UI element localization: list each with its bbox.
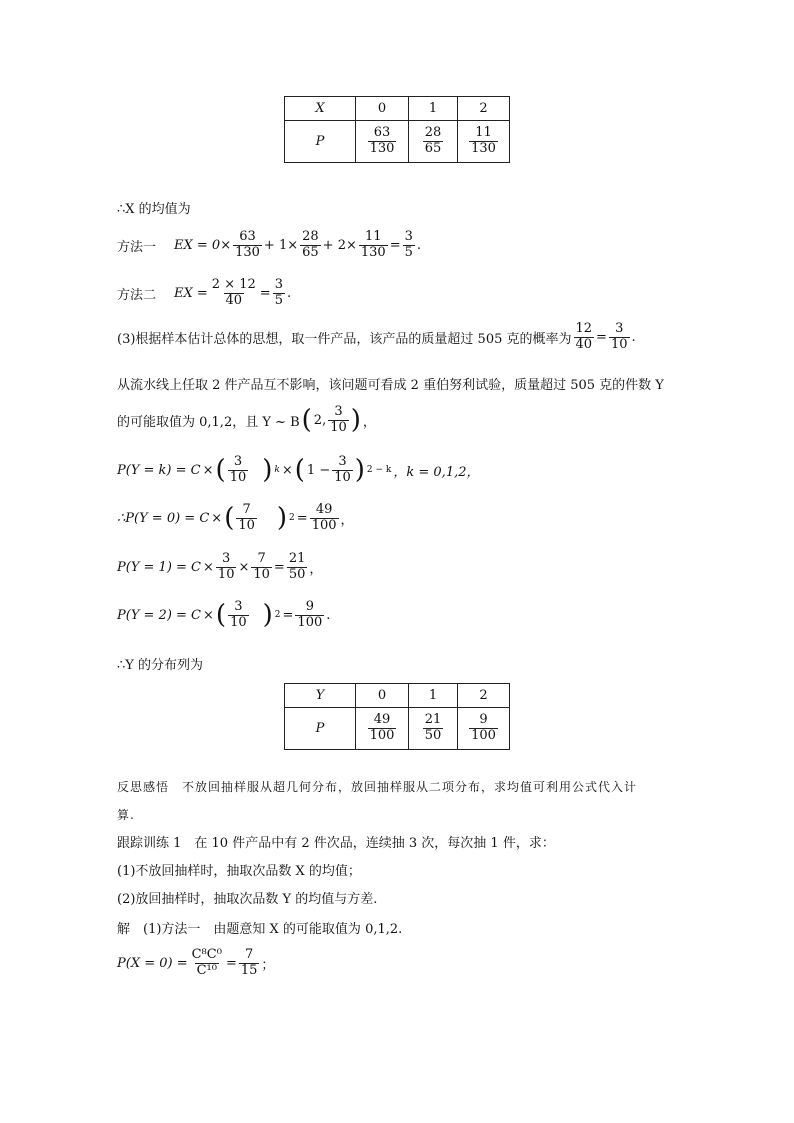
paren-open: ( bbox=[294, 455, 305, 486]
formula-text: × bbox=[203, 607, 214, 623]
dist-intro: ∴Y 的分布列为 bbox=[117, 658, 203, 673]
px0-line bbox=[117, 948, 274, 979]
fraction: $\frac{7}{10}$ bbox=[253, 551, 270, 582]
paren-close: ) bbox=[262, 455, 273, 486]
part3-line bbox=[117, 322, 636, 353]
fraction: $\frac{3}{10}$ bbox=[330, 404, 347, 435]
fraction: $\frac{3}{10}$ bbox=[610, 321, 628, 352]
table-cell: 2 bbox=[458, 684, 510, 708]
formula-text: ∴P(Y = 0) = C bbox=[117, 510, 210, 526]
paren-open: ( bbox=[215, 455, 226, 486]
formula-text: × bbox=[203, 559, 214, 575]
table-cell: $\frac{63}{130}$ bbox=[356, 121, 409, 163]
formula-text: = bbox=[296, 510, 308, 526]
fraction: $\frac{21}{50}$ bbox=[288, 551, 306, 582]
exponent: 2 bbox=[289, 513, 295, 524]
paragraph-text: 从流水线上任取 2 件产品互不影响，该问题可看成 2 重伯努利试验，质量超过 505 克的件数 Y bbox=[117, 378, 664, 393]
mean-intro: ∴X 的均值为 bbox=[117, 202, 191, 217]
formula-text: × bbox=[202, 462, 214, 478]
table-row-label: P bbox=[285, 121, 356, 163]
table-cell: 1 bbox=[409, 684, 458, 708]
fraction: $\frac{12}{40}$ bbox=[575, 321, 593, 352]
paren-open: ( bbox=[215, 600, 227, 631]
method-label: 方法一 bbox=[117, 239, 157, 255]
table-cell: $\frac{21}{50}$ bbox=[409, 708, 458, 750]
formula-text: ； bbox=[261, 957, 275, 973]
table-row bbox=[285, 121, 510, 163]
formula-text: + 2× bbox=[322, 237, 357, 253]
fraction: $\frac{28}{65}$ bbox=[302, 229, 319, 260]
fraction: $\frac{2 \times 12}{40}$ bbox=[211, 277, 256, 308]
fraction: $\frac{3}{5}$ bbox=[404, 229, 413, 260]
paren-open: ( bbox=[224, 503, 235, 534]
formula-text: . bbox=[631, 329, 636, 345]
p0-line bbox=[117, 503, 354, 534]
paragraph-text: 的可能取值为 0,1,2，且 Y ~ B bbox=[117, 414, 300, 430]
formula-text: = bbox=[273, 559, 285, 575]
formula-text: + 1× bbox=[263, 237, 299, 253]
fraction: $\frac{3}{10}$ bbox=[230, 599, 247, 630]
formula-text: ， bbox=[362, 414, 376, 430]
table-cell: 1 bbox=[409, 97, 458, 121]
formula-text: = bbox=[225, 955, 237, 971]
fraction: $\frac{7}{10}$ bbox=[238, 502, 255, 533]
distribution-table-x bbox=[284, 96, 510, 163]
fraction: $\frac{3}{10}$ bbox=[217, 551, 235, 582]
distribution-table-y bbox=[284, 683, 510, 750]
formula-text: × bbox=[281, 462, 293, 478]
formula-text: . bbox=[286, 285, 292, 301]
method-two-line bbox=[117, 278, 291, 309]
fraction: $\frac{3}{10}$ bbox=[334, 454, 351, 485]
method-label: 方法二 bbox=[117, 287, 157, 303]
table-cell: 0 bbox=[356, 684, 409, 708]
formula-text: P(Y = 2) = C bbox=[117, 607, 202, 623]
table-header-var: X bbox=[285, 97, 356, 121]
table-row bbox=[285, 684, 510, 708]
table-row-label: P bbox=[285, 708, 356, 750]
formula-text: . bbox=[326, 607, 331, 623]
table-cell: $\frac{9}{100}$ bbox=[458, 708, 510, 750]
paragraph-text: (3)根据样本估计总体的思想，取一件产品，该产品的质量超过 505 克的概率为 bbox=[117, 331, 572, 347]
formula-text: 1 − bbox=[306, 462, 331, 478]
paragraph-line bbox=[117, 405, 376, 436]
formula-text: × bbox=[238, 559, 250, 575]
formula-text: ， bbox=[340, 512, 354, 528]
fraction: $\frac{7}{15}$ bbox=[240, 947, 258, 978]
fraction: $\frac{11}{130}$ bbox=[360, 229, 386, 260]
paren-close: ) bbox=[350, 405, 361, 436]
fraction: $\frac{9}{100}$ bbox=[297, 599, 323, 630]
formula-text: ，k = 0,1,2， bbox=[393, 464, 480, 480]
formula-text: ， bbox=[309, 561, 323, 577]
p1-line bbox=[117, 552, 322, 583]
formula-text: P(Y = k) = C bbox=[117, 462, 201, 478]
paren-close: ) bbox=[354, 455, 365, 486]
formula-text: = bbox=[282, 607, 294, 623]
paren-close: ) bbox=[262, 600, 273, 631]
table-header-var: Y bbox=[285, 684, 356, 708]
fraction: $\frac{63}{130}$ bbox=[235, 229, 260, 260]
exponent: k bbox=[274, 465, 280, 476]
table-cell: $\frac{11}{130}$ bbox=[458, 121, 510, 163]
formula-k-line bbox=[117, 455, 480, 486]
formula-text: 2, bbox=[313, 412, 327, 428]
method-one-line bbox=[117, 230, 421, 261]
exponent: 2 bbox=[274, 610, 281, 621]
table-cell: $\frac{28}{65}$ bbox=[409, 121, 458, 163]
paren-close: ) bbox=[276, 503, 288, 534]
formula-text: . bbox=[416, 237, 422, 253]
formula-text: = bbox=[389, 237, 401, 253]
formula-text: EX = 0× bbox=[174, 237, 232, 253]
fraction: $\frac{\text{C⁸C⁰}}{\text{C¹⁰}}$ bbox=[191, 947, 222, 978]
reflection-text: 反思感悟 不放回抽样服从超几何分布，放回抽样服从二项分布，求均值可利用公式代入计 bbox=[117, 780, 638, 794]
table-row bbox=[285, 97, 510, 121]
question-1: (1)不放回抽样时，抽取次品数 X 的均值； bbox=[117, 864, 361, 879]
paren-open: ( bbox=[301, 405, 312, 436]
formula-text: P(X = 0) = bbox=[117, 955, 188, 971]
question-2: (2)放回抽样时，抽取次品数 Y 的均值与方差. bbox=[117, 892, 378, 907]
table-cell: 2 bbox=[458, 97, 510, 121]
practice-heading: 跟踪训练 1 在 10 件产品中有 2 件次品，连续抽 3 次，每次抽 1 件，求： bbox=[117, 836, 555, 851]
solution-text: 解 (1)方法一 由题意知 X 的可能取值为 0,1,2. bbox=[117, 922, 403, 937]
formula-text: = bbox=[596, 329, 607, 345]
p2-line bbox=[117, 600, 330, 631]
formula-text: = bbox=[259, 285, 271, 301]
formula-text: × bbox=[211, 510, 223, 526]
table-cell: 0 bbox=[356, 97, 409, 121]
table-cell: $\frac{49}{100}$ bbox=[356, 708, 409, 750]
reflection-text-cont: 算. bbox=[117, 808, 135, 822]
fraction: $\frac{3}{5}$ bbox=[274, 277, 283, 308]
fraction: $\frac{3}{10}$ bbox=[229, 454, 247, 485]
table-row bbox=[285, 708, 510, 750]
formula-text: EX = bbox=[174, 285, 208, 301]
fraction: $\frac{49}{100}$ bbox=[311, 502, 337, 533]
exponent: 2 − k bbox=[366, 465, 392, 476]
formula-text: P(Y = 1) = C bbox=[117, 559, 202, 575]
